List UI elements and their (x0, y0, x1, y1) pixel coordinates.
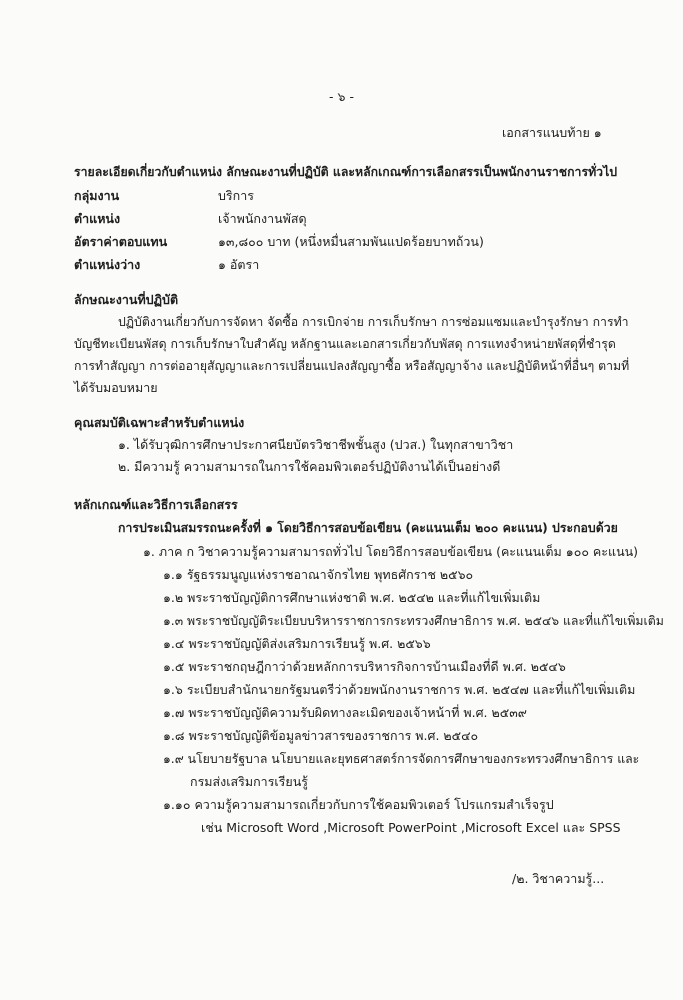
group-label: กลุ่มงาน (74, 188, 120, 203)
qualifications-title: คุณสมบัติเฉพาะสำหรับตำแหน่ง (74, 415, 245, 430)
criteria-subtitle: การประเมินสมรรถนะครั้งที่ ๑ โดยวิธีการสอบข้อเขียน (คะแนนเต็ม ๒๐๐ คะแนน) ประกอบด้วย (118, 521, 618, 535)
vacancy-value: ๑ อัตรา (218, 257, 260, 272)
criteria-item: ๑.๔ พระราชบัญญัติส่งเสริมการเรียนรู้ พ.ศ. ๒๕๖๖ (163, 636, 431, 651)
qualification-item: ๒. มีความรู้ ความสามารถในการใช้คอมพิวเตอร์ปฏิบัติงานได้เป็นอย่างดี (118, 459, 501, 474)
criteria-item: ๑.๒ พระราชบัญญัติการศึกษาแห่งชาติ พ.ศ. ๒๕๔๒ และที่แก้ไขเพิ่มเติม (163, 590, 541, 605)
criteria-item-continued: กรมส่งเสริมการเรียนรู้ (190, 774, 308, 789)
page-number: - ๖ - (329, 89, 354, 104)
salary-label: อัตราค่าตอบแทน (74, 234, 168, 249)
criteria-item: ๑.๑ รัฐธรรมนูญแห่งราชอาณาจักรไทย พุทธศักราช ๒๕๖๐ (163, 567, 474, 582)
continuation-note: /๒. วิชาความรู้... (512, 871, 605, 886)
criteria-item: ๑.๑๐ ความรู้ความสามารถเกี่ยวกับการใช้คอมพิวเตอร์ โปรแกรมสำเร็จรูป (163, 797, 554, 812)
document-heading: รายละเอียดเกี่ยวกับตำแหน่ง ลักษณะงานที่ปฏิบัติ และหลักเกณฑ์การเลือกสรรเป็นพนักงานราชการทั่วไป (74, 165, 618, 179)
attachment-label: เอกสารแนบท้าย ๑ (502, 125, 602, 140)
criteria-item: ๑.๓ พระราชบัญญัติระเบียบบริหารราชการกระทรวงศึกษาธิการ พ.ศ. ๒๕๔๖ และที่แก้ไขเพิ่มเติม (163, 614, 664, 628)
duties-line: บัญชีทะเบียนพัสดุ การเก็บรักษาใบสำคัญ หลักฐานและเอกสารเกี่ยวกับพัสดุ การแทงจำหน่ายพัสดุที่ชำรุด (74, 337, 616, 351)
part-a: ๑. ภาค ก วิชาความรู้ความสามารถทั่วไป โดยวิธีการสอบข้อเขียน (คะแนนเต็ม ๑๐๐ คะแนน) (143, 544, 639, 559)
duties-line: ปฏิบัติงานเกี่ยวกับการจัดหา จัดซื้อ การเบิกจ่าย การเก็บรักษา การซ่อมแซมและบำรุงรักษา การทำ (118, 315, 629, 329)
criteria-title: หลักเกณฑ์และวิธีการเลือกสรร (74, 497, 238, 512)
criteria-item: ๑.๕ พระราชกฤษฎีกาว่าด้วยหลักการบริหารกิจการบ้านเมืองที่ดี พ.ศ. ๒๕๔๖ (163, 659, 566, 674)
criteria-item: ๑.๘ พระราชบัญญัติข้อมูลข่าวสารของราชการ พ.ศ. ๒๕๔๐ (163, 728, 479, 743)
salary-value: ๑๓,๘๐๐ บาท (หนึ่งหมื่นสามพันแปดร้อยบาทถ้วน) (218, 234, 484, 249)
position-label: ตำแหน่ง (74, 211, 121, 226)
criteria-item: ๑.๗ พระราชบัญญัติความรับผิดทางละเมิดของเจ้าหน้าที่ พ.ศ. ๒๕๓๙ (163, 705, 527, 720)
duties-line: การทำสัญญา การต่ออายุสัญญาและการเปลี่ยนแปลงสัญญาซื้อ หรือสัญญาจ้าง และปฏิบัติหน้าที่อื่นๆ ตามที่ (74, 359, 630, 373)
position-value: เจ้าพนักงานพัสดุ (218, 211, 307, 226)
duties-line: ได้รับมอบหมาย (74, 380, 158, 395)
criteria-item: ๑.๙ นโยบายรัฐบาล นโยบายและยุทธศาสตร์การจัดการศึกษาของกระทรวงศึกษาธิการ และ (163, 752, 640, 766)
vacancy-label: ตำแหน่งว่าง (74, 257, 141, 272)
criteria-item: ๑.๖ ระเบียบสำนักนายกรัฐมนตรีว่าด้วยพนักงานราชการ พ.ศ. ๒๕๔๗ และที่แก้ไขเพิ่มเติม (163, 682, 636, 697)
qualification-item: ๑. ได้รับวุฒิการศึกษาประกาศนียบัตรวิชาชีพชั้นสูง (ปวส.) ในทุกสาขาวิชา (118, 437, 514, 452)
duties-title: ลักษณะงานที่ปฏิบัติ (74, 292, 179, 307)
group-value: บริการ (218, 188, 254, 203)
software-examples: เช่น Microsoft Word ,Microsoft PowerPoint ,Microsoft Excel และ SPSS (201, 820, 621, 835)
